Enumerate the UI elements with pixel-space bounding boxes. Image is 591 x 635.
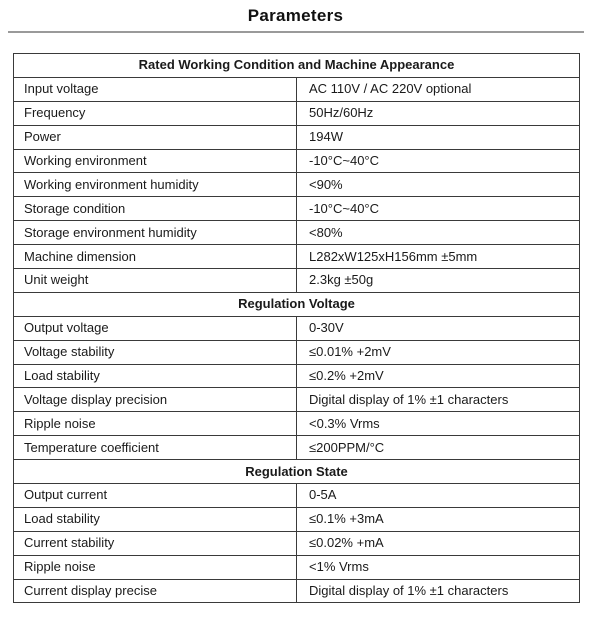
- param-label: Storage environment humidity: [14, 221, 297, 245]
- param-value: ≤0.02% +mA: [297, 531, 580, 555]
- param-label: Ripple noise: [14, 412, 297, 436]
- param-value: Digital display of 1% ±1 characters: [297, 579, 580, 603]
- table-row: [14, 412, 580, 436]
- page-title: Parameters: [247, 6, 344, 25]
- param-value: <80%: [297, 221, 580, 245]
- table-row: [14, 245, 580, 269]
- param-label: Load stability: [14, 364, 297, 388]
- section-header-row: [14, 460, 580, 484]
- section-heading: Rated Working Condition and Machine Appearance: [14, 54, 580, 78]
- table-row: [14, 77, 580, 101]
- param-label: Current display precise: [14, 579, 297, 603]
- section-heading: Regulation State: [14, 460, 580, 484]
- param-label: Current stability: [14, 531, 297, 555]
- table-row: [14, 197, 580, 221]
- param-value: <0.3% Vrms: [297, 412, 580, 436]
- table-row: [14, 149, 580, 173]
- table-row: [14, 101, 580, 125]
- param-label: Output voltage: [14, 316, 297, 340]
- table-row: [14, 364, 580, 388]
- table-row: [14, 579, 580, 603]
- param-label: Temperature coefficient: [14, 436, 297, 460]
- param-label: Frequency: [14, 101, 297, 125]
- param-label: Storage condition: [14, 197, 297, 221]
- param-value: 50Hz/60Hz: [297, 101, 580, 125]
- param-label: Ripple noise: [14, 555, 297, 579]
- param-label: Machine dimension: [14, 245, 297, 269]
- table-row: [14, 269, 580, 293]
- param-value: -10°C~40°C: [297, 197, 580, 221]
- table-row: [14, 125, 580, 149]
- section-header-row: [14, 54, 580, 78]
- param-value: ≤200PPM/°C: [297, 436, 580, 460]
- table-row: [14, 507, 580, 531]
- param-label: Output current: [14, 484, 297, 508]
- param-value: 0-30V: [297, 316, 580, 340]
- table-row: [14, 316, 580, 340]
- table-row: [14, 484, 580, 508]
- title-divider: [8, 31, 584, 33]
- table-row: [14, 221, 580, 245]
- param-label: Working environment: [14, 149, 297, 173]
- param-label: Power: [14, 125, 297, 149]
- param-value: L282xW125xH156mm ±5mm: [297, 245, 580, 269]
- param-label: Load stability: [14, 507, 297, 531]
- param-value: -10°C~40°C: [297, 149, 580, 173]
- param-value: 2.3kg ±50g: [297, 269, 580, 293]
- param-label: Voltage stability: [14, 340, 297, 364]
- table-row: [14, 388, 580, 412]
- param-value: ≤0.01% +2mV: [297, 340, 580, 364]
- table-row: [14, 555, 580, 579]
- param-value: 0-5A: [297, 484, 580, 508]
- param-value: AC 110V / AC 220V optional: [297, 77, 580, 101]
- param-label: Working environment humidity: [14, 173, 297, 197]
- param-value: 194W: [297, 125, 580, 149]
- param-value: <90%: [297, 173, 580, 197]
- param-label: Voltage display precision: [14, 388, 297, 412]
- section-heading: Regulation Voltage: [14, 292, 580, 316]
- table-row: [14, 173, 580, 197]
- table-row: [14, 436, 580, 460]
- parameters-table: [13, 53, 580, 603]
- param-value: Digital display of 1% ±1 characters: [297, 388, 580, 412]
- table-row: [14, 340, 580, 364]
- param-value: ≤0.2% +2mV: [297, 364, 580, 388]
- section-header-row: [14, 292, 580, 316]
- param-label: Input voltage: [14, 77, 297, 101]
- param-value: ≤0.1% +3mA: [297, 507, 580, 531]
- param-label: Unit weight: [14, 269, 297, 293]
- param-value: <1% Vrms: [297, 555, 580, 579]
- table-row: [14, 531, 580, 555]
